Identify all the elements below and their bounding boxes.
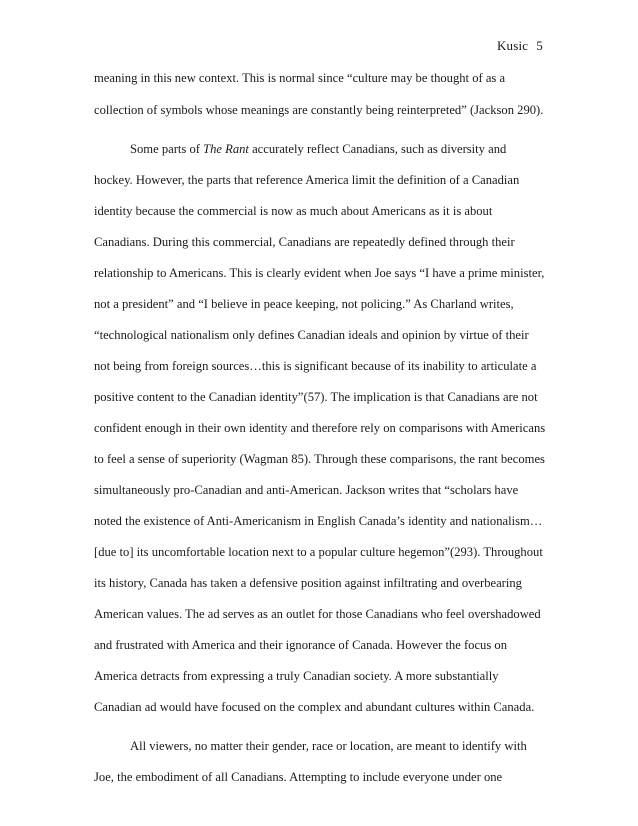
body-line: “technological nationalism only defines Canadian ideals and opinion by virtue of their: [94, 328, 529, 342]
body-line: Canadian ad would have focused on the complex and abundant cultures within Canada.: [94, 700, 535, 714]
work-title: The Rant: [203, 142, 249, 156]
running-header: [497, 38, 543, 54]
body-line: its history, Canada has taken a defensive position against infiltrating and overbearing: [94, 576, 522, 590]
body-line-para2-start: [130, 141, 506, 157]
body-line: relationship to Americans. This is clearly evident when Joe says “I have a prime minister,: [94, 266, 545, 280]
body-line: hockey. However, the parts that reference America limit the definition of a Canadian: [94, 173, 520, 187]
body-line: noted the existence of Anti-Americanism in English Canada’s identity and nationalism…: [94, 514, 543, 528]
body-line: not being from foreign sources…this is significant because of its inability to articulate a: [94, 359, 537, 373]
body-line: American values. The ad serves as an outlet for those Canadians who feel overshadowed: [94, 607, 541, 621]
body-line: not a president” and “I believe in peace keeping, not policing.” As Charland writes,: [94, 297, 514, 311]
body-line: simultaneously pro-Canadian and anti-American. Jackson writes that “scholars have: [94, 483, 519, 497]
text-run: Some parts of: [130, 142, 204, 156]
page-number: 5: [536, 38, 543, 53]
body-line: identity because the commercial is now as much about Americans as it is about: [94, 204, 493, 218]
body-line: to feel a sense of superiority (Wagman 85). Through these comparisons, the rant becomes: [94, 452, 545, 466]
body-line: [due to] its uncomfortable location next to a popular culture hegemon”(293). Throughout: [94, 545, 543, 559]
body-line: Canadians. During this commercial, Canadians are repeatedly defined through their: [94, 235, 515, 249]
body-line: and frustrated with America and their ignorance of Canada. However the focus on: [94, 638, 507, 652]
body-line: Joe, the embodiment of all Canadians. Attempting to include everyone under one: [94, 770, 503, 784]
header-author: Kusic: [496, 38, 529, 53]
body-line: collection of symbols whose meanings are constantly being reinterpreted” (Jackson 290).: [94, 103, 544, 117]
body-line: meaning in this new context. This is normal since “culture may be thought of as a: [94, 71, 506, 85]
body-line: America detracts from expressing a truly Canadian society. A more substantially: [94, 669, 499, 683]
body-line: positive content to the Canadian identity”(57). The implication is that Canadians are not: [94, 390, 538, 404]
text-run: accurately reflect Canadians, such as diversity and: [248, 142, 507, 156]
body-line: confident enough in their own identity and therefore rely on comparisons with Americans: [94, 421, 546, 435]
body-line-para3-start: All viewers, no matter their gender, race or location, are meant to identify with: [130, 739, 527, 753]
